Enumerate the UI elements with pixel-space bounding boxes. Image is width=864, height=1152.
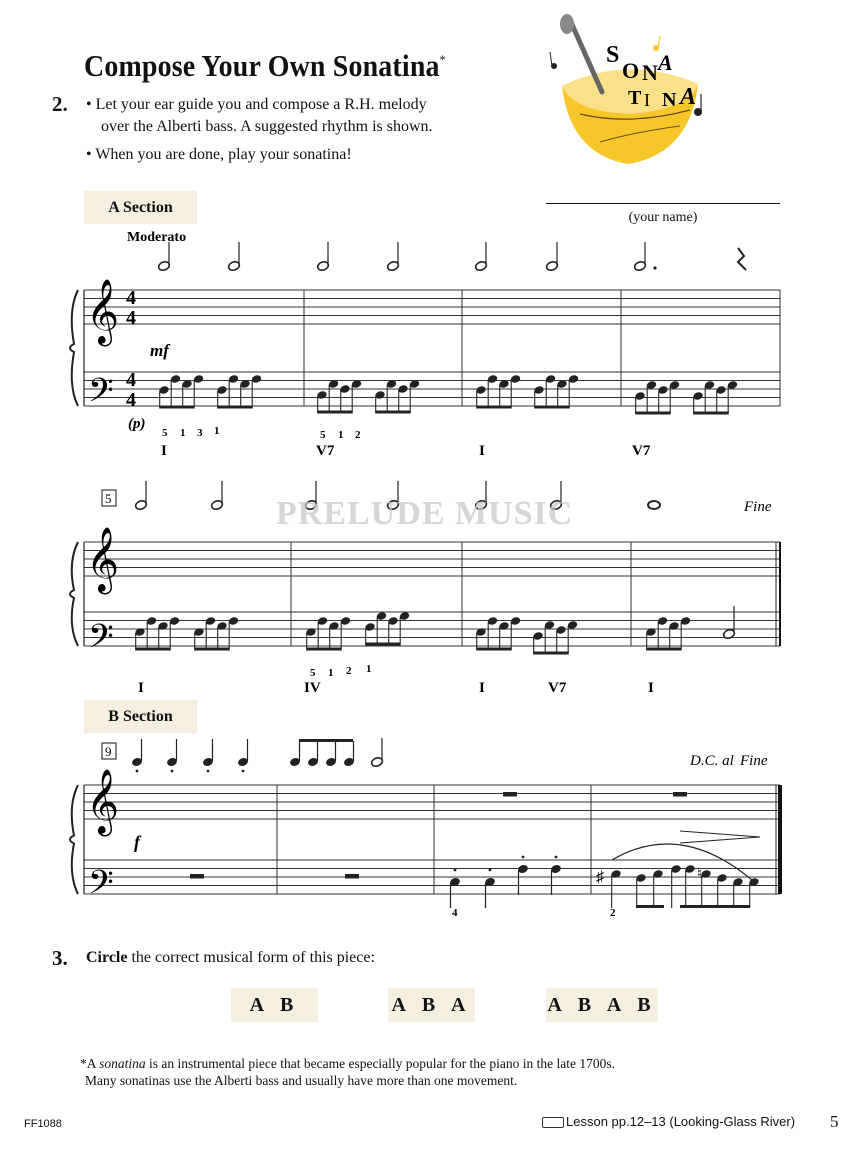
chord-label: I bbox=[161, 443, 167, 459]
choice-aba[interactable]: A B A bbox=[388, 988, 475, 1022]
whole-rest-icon bbox=[673, 792, 687, 797]
logo-letter: T bbox=[628, 87, 642, 109]
dynamic-p: (p) bbox=[128, 416, 146, 432]
fingering: 3 bbox=[197, 427, 203, 439]
footnote-line-2: Many sonatinas use the Alberti bass and usually have more than one movement. bbox=[85, 1073, 518, 1088]
dynamic-f: f bbox=[134, 832, 140, 852]
beam bbox=[646, 648, 682, 651]
fingering: 5 bbox=[310, 667, 316, 679]
footnote-line-1: *A sonatina is an instrumental piece that became especially popular for the piano in the late 1700s. bbox=[80, 1056, 615, 1071]
chord-label: I bbox=[648, 680, 654, 696]
treble-clef-icon: 𝄞 bbox=[86, 529, 120, 591]
treble-clef-icon: 𝄞 bbox=[86, 281, 120, 343]
instruction-line-2: over the Alberti bass. A suggested rhythm is shown. bbox=[101, 118, 433, 135]
catalog-code: FF1088 bbox=[24, 1118, 62, 1130]
instruction-line-1: • Let your ear guide you and compose a R.H. melody bbox=[86, 96, 427, 113]
prompt-text: the correct musical form of this piece: bbox=[131, 949, 375, 966]
staccato-dot bbox=[522, 856, 525, 859]
fingering: 5 bbox=[320, 429, 326, 441]
natural-icon: ♮ bbox=[697, 867, 703, 882]
chord-label: V7 bbox=[548, 680, 567, 696]
logo-letter: A bbox=[658, 50, 673, 75]
page-number: 5 bbox=[830, 1112, 839, 1131]
watermark: PRELUDE MUSIC bbox=[276, 495, 574, 532]
brace bbox=[70, 785, 78, 894]
staccato-dot bbox=[242, 770, 245, 773]
choice-ab[interactable]: A B bbox=[231, 988, 318, 1022]
treble-clef-icon: 𝄞 bbox=[86, 771, 120, 833]
whole-note bbox=[648, 501, 660, 509]
lesson-reference: Lesson pp.12–13 (Looking-Glass River) bbox=[542, 1114, 795, 1129]
step-3-number: 3. bbox=[52, 946, 68, 970]
instruction-line-3: • When you are done, play your sonatina! bbox=[86, 146, 352, 163]
chord-label: IV bbox=[304, 680, 321, 696]
staccato-dot bbox=[136, 770, 139, 773]
dot bbox=[653, 266, 656, 269]
beam bbox=[317, 411, 353, 414]
fingering: 4 bbox=[452, 907, 458, 919]
beam bbox=[680, 905, 750, 908]
book-icon bbox=[542, 1117, 564, 1128]
fingering: 1 bbox=[214, 425, 220, 437]
fingering: 2 bbox=[355, 429, 361, 441]
time-signature: 4 bbox=[126, 389, 136, 411]
fingering: 2 bbox=[346, 665, 352, 677]
logo-letter: S bbox=[606, 42, 620, 68]
sharp-icon: ♯ bbox=[596, 869, 604, 886]
beam bbox=[365, 643, 401, 646]
fingering: 1 bbox=[180, 427, 186, 439]
whole-rest-icon bbox=[345, 874, 359, 879]
whole-rest-icon bbox=[503, 792, 517, 797]
chord-label: I bbox=[479, 680, 485, 696]
measure-number: 5 bbox=[105, 491, 112, 506]
beam bbox=[194, 648, 230, 651]
beam bbox=[375, 411, 411, 414]
dc-marking: D.C. al bbox=[690, 753, 734, 769]
measure-number: 9 bbox=[105, 744, 112, 759]
beam bbox=[476, 406, 512, 409]
staccato-dot bbox=[489, 869, 492, 872]
step-3-prompt bbox=[86, 949, 375, 967]
logo-letter: N bbox=[642, 60, 658, 85]
whole-rest-icon bbox=[190, 874, 204, 879]
beam bbox=[534, 406, 570, 409]
logo-letter: N bbox=[662, 89, 677, 111]
step-2-number: 2. bbox=[52, 92, 68, 116]
chord-label: I bbox=[479, 443, 485, 459]
beam bbox=[636, 905, 664, 908]
choice-abab[interactable]: A B A B bbox=[546, 988, 658, 1022]
beam bbox=[217, 406, 253, 409]
logo-letter: I bbox=[644, 90, 650, 110]
time-signature: 4 bbox=[126, 307, 136, 329]
fingering: 5 bbox=[162, 427, 168, 439]
beam bbox=[306, 648, 342, 651]
prompt-bold: Circle bbox=[86, 949, 128, 966]
notes bbox=[131, 242, 760, 908]
tempo-marking: Moderato bbox=[127, 230, 187, 245]
logo-letter: O bbox=[622, 58, 640, 83]
beam bbox=[635, 412, 671, 415]
dynamic-mf: mf bbox=[150, 341, 169, 360]
name-label: (your name) bbox=[628, 210, 698, 225]
dc-fine-marking: Fine bbox=[740, 753, 768, 769]
a-section-label: A Section bbox=[84, 191, 197, 224]
beam bbox=[476, 648, 512, 651]
fingering: 1 bbox=[338, 429, 344, 441]
b-section-label: B Section bbox=[84, 700, 197, 733]
brace bbox=[70, 290, 78, 406]
staccato-dot bbox=[555, 856, 558, 859]
chord-label: I bbox=[138, 680, 144, 696]
logo-letter: A bbox=[680, 84, 697, 110]
bass-clef-icon: 𝄢 bbox=[88, 372, 114, 417]
staccato-dot bbox=[171, 770, 174, 773]
bass-clef-icon: 𝄢 bbox=[88, 618, 114, 663]
slur bbox=[612, 844, 752, 880]
fine-marking: Fine bbox=[744, 499, 772, 515]
chord-label: V7 bbox=[632, 443, 651, 459]
quarter-rest-icon bbox=[738, 248, 746, 270]
staccato-dot bbox=[207, 770, 210, 773]
bass-clef-icon: 𝄢 bbox=[88, 864, 114, 909]
decrescendo bbox=[680, 831, 760, 843]
beam bbox=[533, 652, 569, 655]
beam bbox=[299, 739, 353, 742]
time-signature: 4 bbox=[126, 287, 136, 309]
fingering: 2 bbox=[610, 907, 616, 919]
beam bbox=[135, 648, 171, 651]
beam bbox=[693, 412, 729, 415]
brace bbox=[70, 542, 78, 646]
fingering: 1 bbox=[328, 667, 334, 679]
time-signature: 4 bbox=[126, 369, 136, 391]
beam bbox=[159, 406, 195, 409]
fingering: 1 bbox=[366, 663, 372, 675]
page-title: Compose Your Own Sonatina* bbox=[84, 48, 446, 83]
chord-label: V7 bbox=[316, 443, 335, 459]
staccato-dot bbox=[454, 869, 457, 872]
